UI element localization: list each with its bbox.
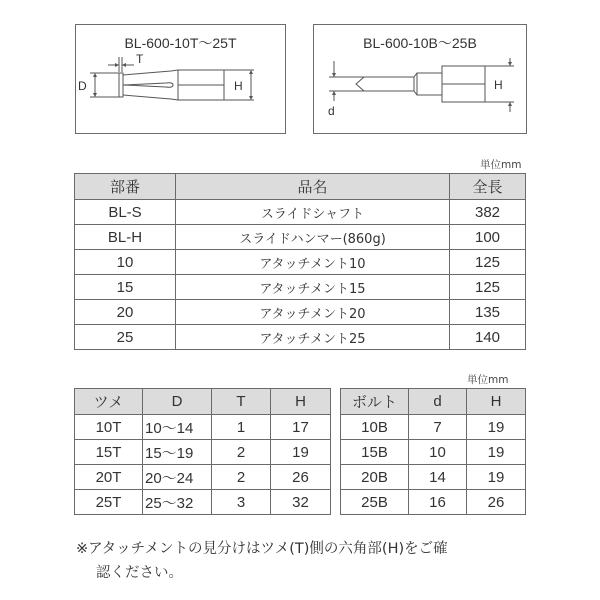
cell-h: 19 [467, 465, 526, 490]
cell-length: 140 [450, 325, 526, 350]
cell-h: 26 [271, 465, 331, 490]
cell-name: スライドハンマー(860g) [176, 225, 450, 250]
unit-label: 単位mm [480, 159, 522, 171]
table-row [75, 415, 331, 440]
cell-length: 382 [450, 200, 526, 225]
cell-d: 10 [409, 440, 467, 465]
cell-name: アタッチメント10 [176, 250, 450, 275]
table-row [341, 465, 526, 490]
header-bolt: ボルト [341, 389, 409, 415]
header-t: T [212, 389, 271, 415]
cell-d: 14 [409, 465, 467, 490]
cell-name: スライドシャフト [176, 200, 450, 225]
cell-bolt: 25B [341, 490, 409, 515]
footnote [76, 537, 536, 585]
table-row [75, 490, 331, 515]
cell-d: 15～19 [143, 440, 212, 465]
cell-d: 20～24 [143, 465, 212, 490]
table-row [75, 325, 526, 350]
table-row [75, 250, 526, 275]
table-header-row [75, 174, 526, 200]
table-row [75, 200, 526, 225]
cell-length: 135 [450, 300, 526, 325]
header-part-no: 部番 [75, 174, 176, 200]
diagram-frame-bolt [313, 24, 527, 134]
cell-claw: 10T [75, 415, 143, 440]
header-d: D [143, 389, 212, 415]
cell-h: 19 [271, 440, 331, 465]
header-length: 全長 [450, 174, 526, 200]
cell-length: 125 [450, 275, 526, 300]
claw-table [74, 388, 331, 515]
cell-d: 10～14 [143, 415, 212, 440]
table-header-row [75, 389, 331, 415]
cell-t: 3 [212, 490, 271, 515]
cell-t: 2 [212, 440, 271, 465]
cell-part-no: BL-S [75, 200, 176, 225]
cell-claw: 15T [75, 440, 143, 465]
table-row [75, 300, 526, 325]
cell-h: 26 [467, 490, 526, 515]
table-row [341, 415, 526, 440]
table-row [75, 465, 331, 490]
header-h: H [271, 389, 331, 415]
cell-h: 19 [467, 440, 526, 465]
header-h: H [467, 389, 526, 415]
cell-bolt: 10B [341, 415, 409, 440]
table-row [341, 490, 526, 515]
cell-d: 7 [409, 415, 467, 440]
cell-claw: 20T [75, 465, 143, 490]
cell-bolt: 20B [341, 465, 409, 490]
unit-label: 単位mm [467, 374, 509, 386]
bolt-attachment-drawing [314, 25, 528, 135]
cell-claw: 25T [75, 490, 143, 515]
cell-part-no: 10 [75, 250, 176, 275]
table-header-row [341, 389, 526, 415]
diagram-title-bolt: BL-600-10B～25B [363, 35, 477, 51]
cell-d: 16 [409, 490, 467, 515]
cell-name: アタッチメント25 [176, 325, 450, 350]
cell-length: 125 [450, 250, 526, 275]
cell-length: 100 [450, 225, 526, 250]
claw-attachment-drawing [76, 25, 287, 135]
cell-bolt: 15B [341, 440, 409, 465]
cell-d: 25～32 [143, 490, 212, 515]
footnote-line-2: 認ください。 [96, 565, 183, 581]
dimension-label-h: H [234, 79, 243, 93]
cell-t: 2 [212, 465, 271, 490]
table-row [341, 440, 526, 465]
parts-table [74, 173, 526, 350]
table-row [75, 225, 526, 250]
diagram-frame-claw [75, 24, 286, 134]
dimension-label-t: T [136, 52, 144, 66]
table-row [75, 440, 331, 465]
dimension-label-d: d [328, 104, 335, 118]
cell-h: 32 [271, 490, 331, 515]
cell-h: 19 [467, 415, 526, 440]
diagram-title-claw: BL-600-10T～25T [124, 35, 237, 51]
dimension-label-d: D [78, 79, 87, 93]
header-claw: ツメ [75, 389, 143, 415]
cell-part-no: 20 [75, 300, 176, 325]
cell-name: アタッチメント20 [176, 300, 450, 325]
cell-part-no: 25 [75, 325, 176, 350]
cell-part-no: 15 [75, 275, 176, 300]
dimension-label-h: H [494, 78, 503, 92]
header-d: d [409, 389, 467, 415]
cell-part-no: BL-H [75, 225, 176, 250]
bolt-table [340, 388, 526, 515]
footnote-line-1: ※アタッチメントの見分けはツメ(T)側の六角部(H)をご確 [76, 541, 448, 557]
table-row [75, 275, 526, 300]
header-name: 品名 [176, 174, 450, 200]
cell-h: 17 [271, 415, 331, 440]
cell-name: アタッチメント15 [176, 275, 450, 300]
cell-t: 1 [212, 415, 271, 440]
